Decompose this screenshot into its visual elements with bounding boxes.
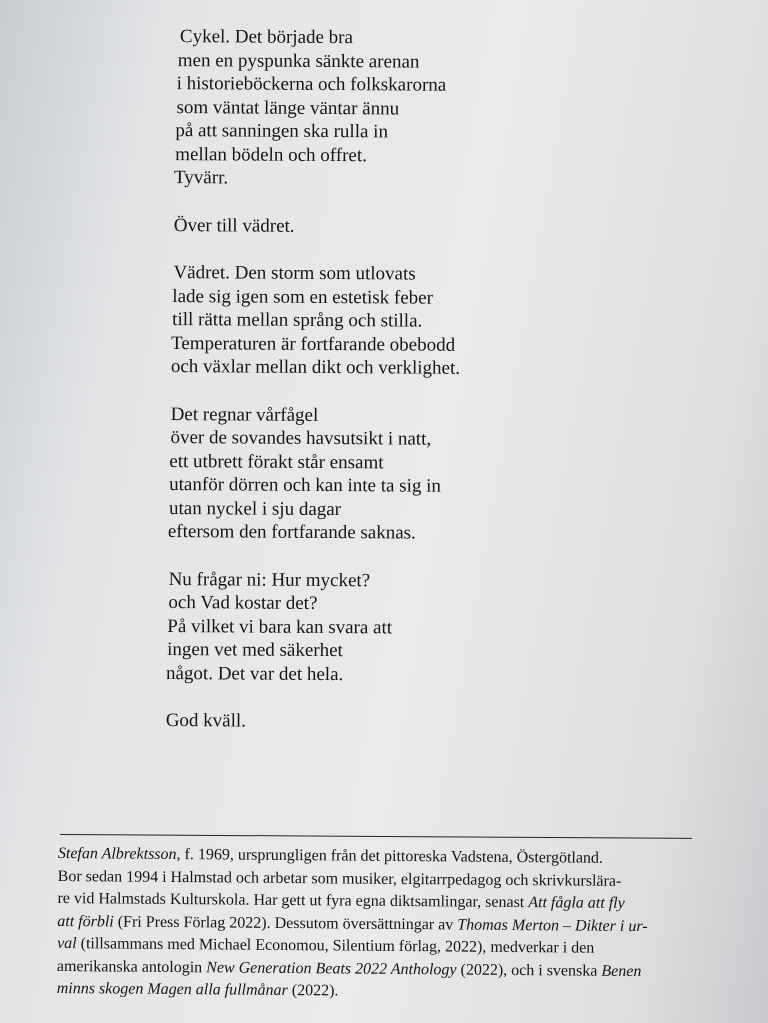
poem-line: över de sovandes havsutsikt i natt,: [170, 427, 432, 450]
poem-line: i historieböckerna och folkskarorna: [176, 73, 447, 96]
poem-line: Vädret. Den storm som utlovats: [173, 262, 416, 285]
poem-line: lade sig igen som en estetisk feber: [172, 285, 434, 309]
poem-line: något. Det var det hela.: [165, 662, 344, 685]
poem-line: och växlar mellan dikt och verklighet.: [170, 356, 461, 379]
stanza: [165, 568, 617, 688]
poem-line: Nu frågar ni: Hur mycket?: [168, 568, 371, 591]
bio-segment: (2022).: [287, 982, 339, 1000]
bio-segment: amerikanska antologin: [56, 957, 207, 976]
poem-line: men en pyspunka sänkte arenan: [177, 49, 420, 73]
poem-line: ett utbrett förakt står ensamt: [169, 450, 384, 473]
stanza: [167, 403, 618, 547]
bio-segment: (Fri Press Förlag 2022). Dessutom översättningar av: [113, 912, 458, 933]
poem-line: Tyvärr.: [174, 167, 229, 189]
bio-italic-segment: val: [57, 934, 77, 953]
bio-italic-segment: att förbli: [57, 912, 114, 930]
bio-italic-segment: New Generation Beats 2022 Anthology: [206, 958, 457, 978]
poem-line: eftersom den fortfarande saknas.: [167, 521, 416, 544]
poem: [0, 24, 620, 759]
poem-line: Det regnar vårfågel: [170, 403, 319, 426]
stanza: [166, 709, 616, 735]
bio-italic-segment: Att fågla att fly: [528, 894, 625, 912]
poem-line: mellan bödeln och offret.: [175, 143, 367, 166]
stanza: [174, 25, 620, 192]
poem-line: Temperaturen är fortfarande obebodd: [170, 332, 456, 356]
poem-line: utan nyckel i sju dagar: [168, 497, 342, 520]
poem-line: Cykel. Det började bra: [179, 26, 354, 49]
stanza: [174, 214, 619, 240]
poem-line: på att sanningen ska rulla in: [175, 120, 389, 143]
footnote-divider: [60, 834, 692, 839]
bio-segment: (2022), och i svenska: [456, 960, 602, 980]
stanza: [170, 261, 619, 381]
poem-line: Över till vädret.: [173, 214, 295, 237]
author-bio: [57, 843, 708, 1006]
poem-line: På vilket vi bara kan svara att: [167, 615, 393, 638]
poem-line: och Vad kostar det?: [168, 592, 318, 614]
bio-italic-segment: Stefan Albrektsson: [57, 844, 177, 864]
poem-line: som väntat länge väntar ännu: [176, 96, 400, 119]
poem-line: ingen vet med säkerhet: [167, 639, 343, 662]
poem-line: utanför dörren och kan inte ta sig in: [169, 474, 441, 497]
bio-italic-segment: Thomas Merton – Dikter i ur-: [457, 915, 648, 935]
bio-segment: re vid Halmstads Kulturskola. Har gett ut fyra egna diktsamlingar, senast: [57, 889, 529, 912]
poem-line: God kväll.: [165, 710, 247, 732]
poem-line: till rätta mellan språng och stilla.: [172, 309, 423, 332]
bio-segment: , f. 1969, ursprungligen från det pittoreska Vadstena, Östergötland.: [176, 846, 604, 867]
bio-italic-segment: Benen: [601, 962, 642, 980]
bio-italic-segment: minns skogen Magen alla fullmånar: [56, 979, 288, 1000]
bio-segment: Bor sedan 1994 i Halmstad och arbetar som musiker, elgitarrpedagog och skrivkurslära-: [57, 867, 622, 890]
bio-segment: (tillsammans med Michael Economou, Silentium förlag, 2022), medverkar i den: [76, 935, 595, 957]
